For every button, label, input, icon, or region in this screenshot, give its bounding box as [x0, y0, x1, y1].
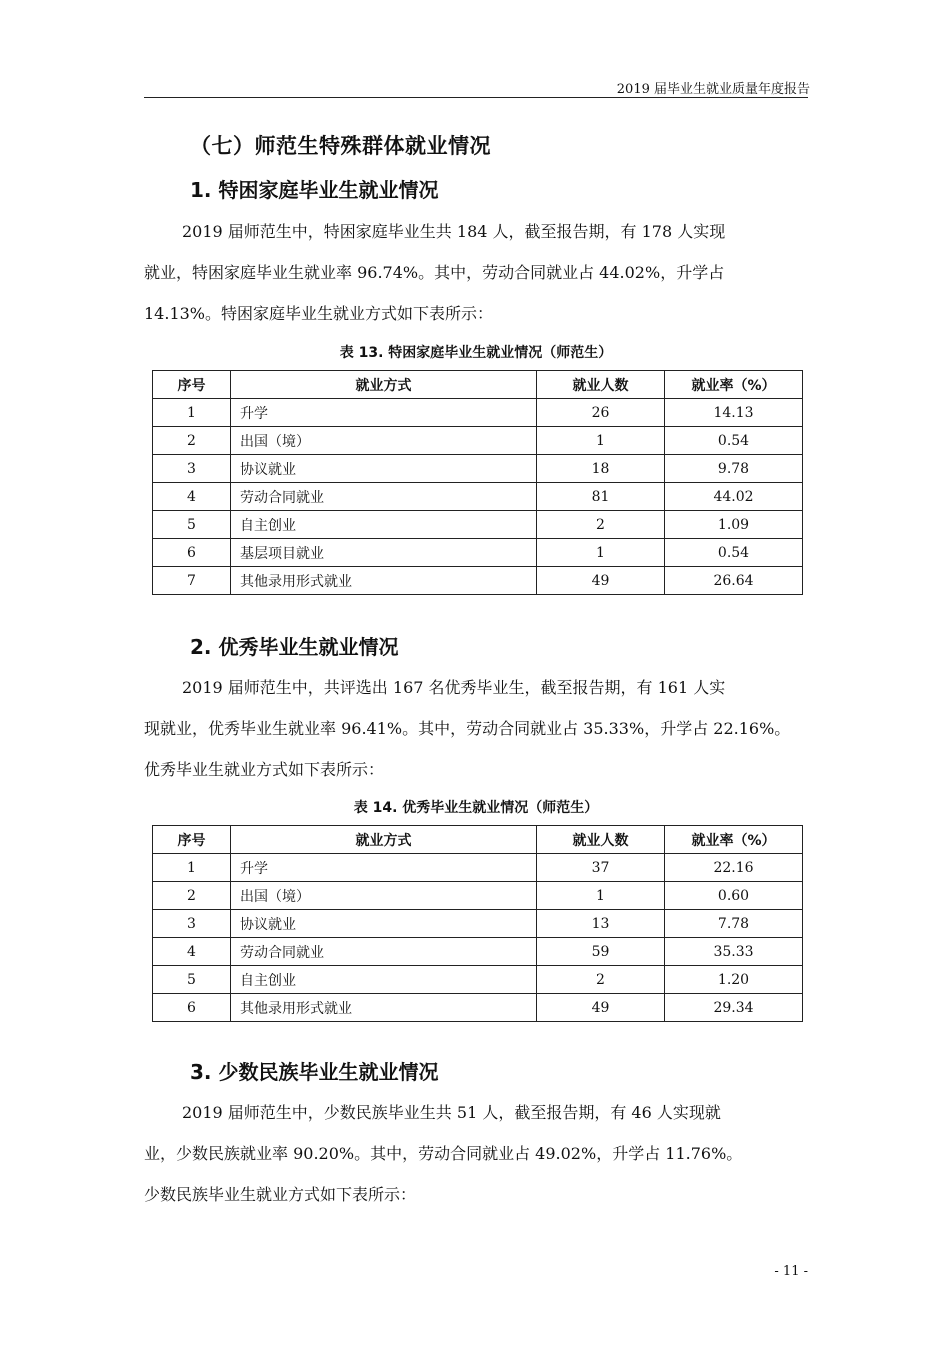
table-cell: 7 — [153, 567, 231, 595]
table-cell: 5 — [153, 966, 231, 994]
table-cell: 7.78 — [665, 910, 803, 938]
paragraph-3 — [144, 1092, 808, 1215]
column-header: 就业方式 — [231, 371, 537, 399]
table-cell: 劳动合同就业 — [231, 938, 537, 966]
paragraph-line: 优秀毕业生就业方式如下表所示： — [144, 760, 385, 779]
table-cell: 0.54 — [665, 427, 803, 455]
table-cell: 1 — [153, 399, 231, 427]
table-cell: 协议就业 — [231, 455, 537, 483]
table-cell: 升学 — [231, 399, 537, 427]
table-row — [153, 966, 803, 994]
table-row — [153, 511, 803, 539]
column-header: 序号 — [153, 371, 231, 399]
table-cell: 9.78 — [665, 455, 803, 483]
paragraph-1 — [144, 211, 808, 334]
section-title: （七）师范生特殊群体就业情况 — [190, 134, 491, 158]
table-cell: 14.13 — [665, 399, 803, 427]
table-row — [153, 938, 803, 966]
paragraph-line: 2019 届师范生中，少数民族毕业生共 51 人，截至报告期，有 46 人实现就 — [182, 1103, 721, 1122]
table-cell: 49 — [537, 567, 665, 595]
table-cell: 2 — [537, 511, 665, 539]
table-14 — [152, 825, 803, 1022]
table-13 — [152, 370, 803, 595]
paragraph-line: 现就业，优秀毕业生就业率 96.41%。其中，劳动合同就业占 35.33%，升学占 22.16%。 — [144, 719, 791, 738]
table-cell: 1.20 — [665, 966, 803, 994]
subsection-heading-3: 3. 少数民族毕业生就业情况 — [190, 1060, 439, 1084]
table-cell: 4 — [153, 483, 231, 511]
table-cell: 49 — [537, 994, 665, 1022]
table-cell: 18 — [537, 455, 665, 483]
table-cell: 劳动合同就业 — [231, 483, 537, 511]
page-number: - 11 - — [774, 1264, 808, 1279]
table-cell: 0.60 — [665, 882, 803, 910]
table-row — [153, 854, 803, 882]
table-row — [153, 882, 803, 910]
table-cell: 1 — [537, 427, 665, 455]
table-cell: 1.09 — [665, 511, 803, 539]
table-row — [153, 427, 803, 455]
table-cell: 自主创业 — [231, 966, 537, 994]
table-row — [153, 455, 803, 483]
table-cell: 2 — [153, 427, 231, 455]
table-row — [153, 483, 803, 511]
table-cell: 22.16 — [665, 854, 803, 882]
column-header: 就业方式 — [231, 826, 537, 854]
column-header: 就业人数 — [537, 826, 665, 854]
table-cell: 其他录用形式就业 — [231, 567, 537, 595]
table-cell: 44.02 — [665, 483, 803, 511]
table-cell: 4 — [153, 938, 231, 966]
table-cell: 1 — [153, 854, 231, 882]
table-row — [153, 910, 803, 938]
table-row — [153, 399, 803, 427]
table-cell: 6 — [153, 994, 231, 1022]
table-cell: 2 — [153, 882, 231, 910]
table-header-row — [153, 371, 803, 399]
table-cell: 1 — [537, 882, 665, 910]
table-cell: 6 — [153, 539, 231, 567]
paragraph-line: 2019 届师范生中，共评选出 167 名优秀毕业生，截至报告期，有 161 人实 — [182, 678, 726, 697]
paragraph-line: 就业，特困家庭毕业生就业率 96.74%。其中，劳动合同就业占 44.02%，升学占 — [144, 263, 725, 282]
table-cell: 35.33 — [665, 938, 803, 966]
table-cell: 26 — [537, 399, 665, 427]
subsection-heading-2: 2. 优秀毕业生就业情况 — [190, 635, 399, 659]
table-cell: 基层项目就业 — [231, 539, 537, 567]
table-cell: 37 — [537, 854, 665, 882]
header-rule — [144, 97, 808, 98]
paragraph-line: 2019 届师范生中，特困家庭毕业生共 184 人，截至报告期，有 178 人实现 — [182, 222, 726, 241]
paragraph-line: 14.13%。特困家庭毕业生就业方式如下表所示： — [144, 304, 494, 323]
table-cell: 0.54 — [665, 539, 803, 567]
page-header-title: 2019 届毕业生就业质量年度报告 — [616, 82, 810, 97]
table-cell: 2 — [537, 966, 665, 994]
column-header: 序号 — [153, 826, 231, 854]
table-cell: 3 — [153, 910, 231, 938]
table-cell: 81 — [537, 483, 665, 511]
table-caption-14: 表 14. 优秀毕业生就业情况（师范生） — [353, 800, 599, 816]
table-cell: 59 — [537, 938, 665, 966]
table-cell: 出国（境） — [231, 427, 537, 455]
paragraph-2 — [144, 667, 808, 790]
table-row — [153, 994, 803, 1022]
paragraph-line: 少数民族毕业生就业方式如下表所示： — [144, 1185, 417, 1204]
table-cell: 1 — [537, 539, 665, 567]
column-header: 就业人数 — [537, 371, 665, 399]
table-cell: 5 — [153, 511, 231, 539]
table-cell: 升学 — [231, 854, 537, 882]
table-cell: 3 — [153, 455, 231, 483]
table-cell: 其他录用形式就业 — [231, 994, 537, 1022]
column-header: 就业率（%） — [665, 826, 803, 854]
table-cell: 协议就业 — [231, 910, 537, 938]
table-row — [153, 567, 803, 595]
table-cell: 29.34 — [665, 994, 803, 1022]
paragraph-line: 业，少数民族就业率 90.20%。其中，劳动合同就业占 49.02%，升学占 11.76%。 — [144, 1144, 743, 1163]
table-cell: 出国（境） — [231, 882, 537, 910]
table-header-row — [153, 826, 803, 854]
table-cell: 13 — [537, 910, 665, 938]
subsection-heading-1: 1. 特困家庭毕业生就业情况 — [190, 178, 439, 202]
column-header: 就业率（%） — [665, 371, 803, 399]
table-cell: 26.64 — [665, 567, 803, 595]
table-caption-13: 表 13. 特困家庭毕业生就业情况（师范生） — [339, 345, 613, 361]
table-row — [153, 539, 803, 567]
table-cell: 自主创业 — [231, 511, 537, 539]
